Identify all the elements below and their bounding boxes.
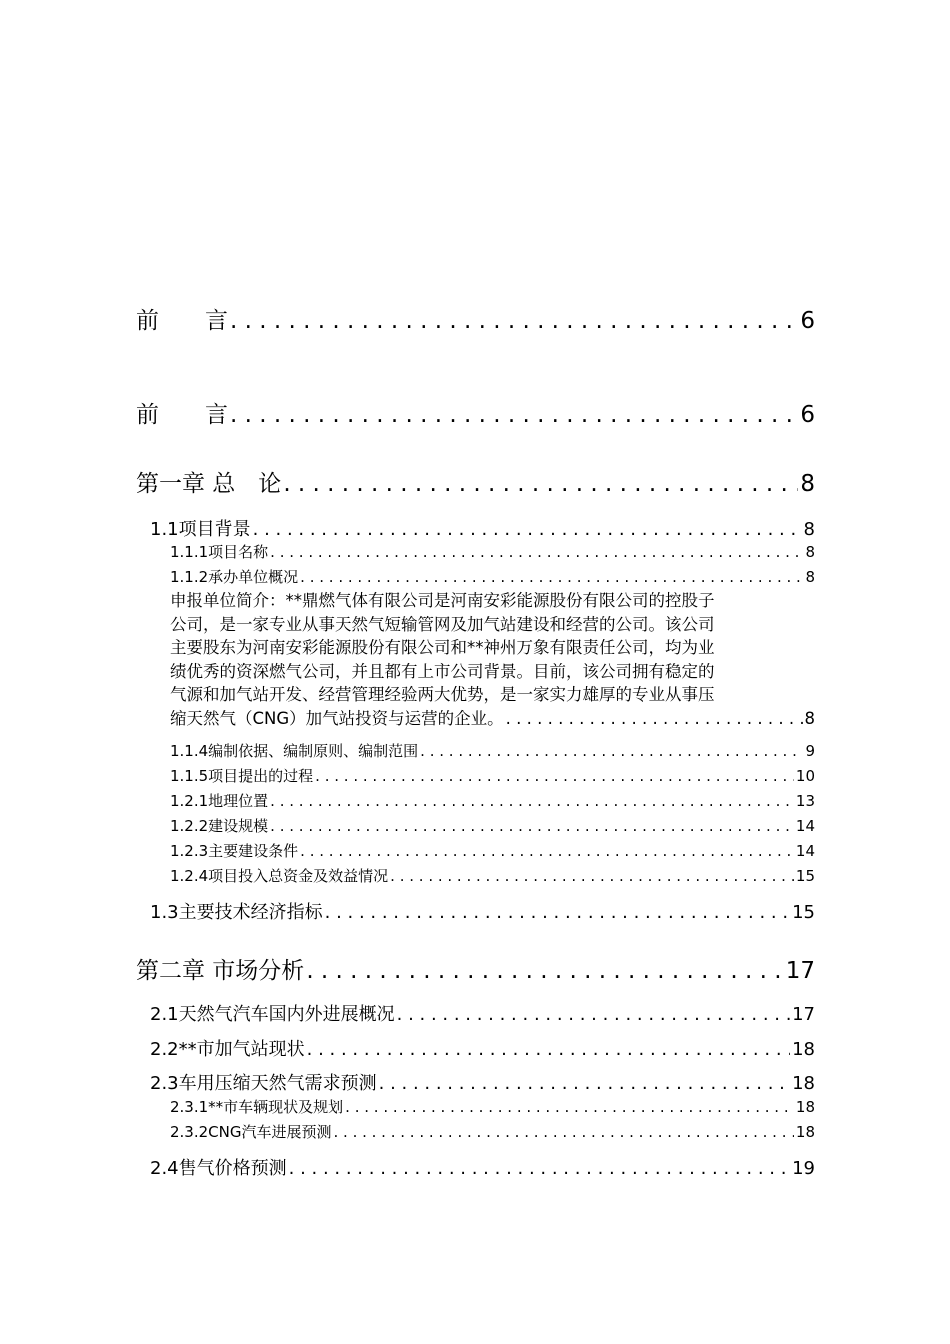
toc-entry-label: 第一章 总 论 bbox=[136, 471, 282, 497]
toc-leader-dots bbox=[397, 1004, 790, 1025]
toc-leader-dots bbox=[506, 707, 803, 731]
toc-leader-dots bbox=[270, 792, 794, 810]
toc-entry-page: 8 bbox=[805, 568, 815, 586]
toc-leader-dots bbox=[315, 767, 794, 785]
toc-entry[interactable] bbox=[136, 396, 815, 429]
toc-entry[interactable] bbox=[170, 790, 815, 811]
toc-entry-label: 2.3.2CNG汽车进展预测 bbox=[170, 1123, 332, 1141]
toc-leader-dots bbox=[270, 817, 794, 835]
toc-paragraph-line: 主要股东为河南安彩能源股份有限公司和**神州万象有限责任公司，均为业 bbox=[170, 638, 715, 657]
toc-entry[interactable] bbox=[150, 898, 815, 924]
toc-entry-label: 1.2.4项目投入总资金及效益情况 bbox=[170, 867, 389, 885]
toc-entry-page: 8 bbox=[804, 708, 815, 728]
toc-entry-label: 1.1.1项目名称 bbox=[170, 543, 269, 561]
toc-entry-page: 19 bbox=[792, 1158, 815, 1179]
toc-entry-label: 1.3主要技术经济指标 bbox=[150, 902, 323, 923]
toc-entry-page: 14 bbox=[795, 842, 815, 860]
toc-entry-label: 1.2.2建设规模 bbox=[170, 817, 269, 835]
toc-entry[interactable] bbox=[136, 302, 815, 335]
toc-entry[interactable] bbox=[170, 1096, 815, 1117]
toc-entry-page: 8 bbox=[803, 519, 815, 540]
toc-entry-page: 18 bbox=[795, 1123, 815, 1141]
toc-entry-label: 1.1.5项目提出的过程 bbox=[170, 767, 314, 785]
toc-entry-page: 13 bbox=[795, 792, 815, 810]
toc-leader-dots bbox=[289, 1158, 790, 1179]
toc-entry-label: 1.1.2承办单位概况 bbox=[170, 568, 299, 586]
toc-leader-dots bbox=[420, 742, 803, 760]
toc-entry[interactable] bbox=[150, 1154, 815, 1180]
toc-leader-dots bbox=[300, 568, 803, 586]
toc-leader-dots bbox=[230, 402, 798, 428]
toc-entry[interactable] bbox=[136, 952, 815, 985]
toc-entry-page: 6 bbox=[800, 402, 815, 428]
toc-entry-label: 2.4售气价格预测 bbox=[150, 1158, 287, 1179]
toc-entry-label: 1.1.4编制依据、编制原则、编制范围 bbox=[170, 742, 419, 760]
toc-entry-label: 1.1项目背景 bbox=[150, 519, 251, 540]
toc-entry-label: 缩天然气（CNG）加气站投资与运营的企业。 bbox=[170, 708, 504, 728]
toc-entry-label: 1.2.1地理位置 bbox=[170, 792, 269, 810]
toc-leader-dots bbox=[306, 958, 783, 984]
toc-entry[interactable] bbox=[170, 815, 815, 836]
toc-entry-page: 15 bbox=[795, 867, 815, 885]
toc-entry-label: 2.3.1**市车辆现状及规划 bbox=[170, 1098, 344, 1116]
toc-entry-page: 9 bbox=[805, 742, 815, 760]
toc-leader-dots bbox=[379, 1073, 790, 1094]
toc-entry-page: 17 bbox=[785, 958, 815, 984]
toc-entry-page: 18 bbox=[795, 1098, 815, 1116]
toc-entry[interactable] bbox=[150, 515, 815, 541]
toc-entry-label: 2.3车用压缩天然气需求预测 bbox=[150, 1073, 377, 1094]
toc-entry-label: 2.2**市加气站现状 bbox=[150, 1039, 305, 1060]
toc-entry-page: 18 bbox=[792, 1073, 815, 1094]
toc-entry-label: 2.1天然气汽车国内外进展概况 bbox=[150, 1004, 395, 1025]
toc-entry-page: 15 bbox=[792, 902, 815, 923]
toc-leader-dots bbox=[334, 1123, 794, 1141]
toc-leader-dots bbox=[307, 1039, 790, 1060]
toc-entry-page: 8 bbox=[805, 543, 815, 561]
toc-entry-page: 6 bbox=[800, 308, 815, 334]
toc-entry-page: 14 bbox=[795, 817, 815, 835]
toc-paragraph-line: 申报单位简介：**鼎燃气体有限公司是河南安彩能源股份有限公司的控股子 bbox=[170, 591, 715, 610]
toc-entry[interactable] bbox=[150, 1069, 815, 1095]
toc-entry[interactable] bbox=[150, 1000, 815, 1026]
toc-entry-page: 17 bbox=[792, 1004, 815, 1025]
toc-entry[interactable] bbox=[170, 1121, 815, 1142]
toc-leader-dots bbox=[300, 842, 794, 860]
toc-entry[interactable] bbox=[170, 566, 815, 587]
toc-entry-label: 1.2.3主要建设条件 bbox=[170, 842, 299, 860]
toc-paragraph-entry[interactable] bbox=[170, 589, 815, 730]
toc-entry-page: 8 bbox=[800, 471, 815, 497]
toc-entry-label: 前 言 bbox=[136, 402, 228, 428]
toc-entry-label: 前 言 bbox=[136, 308, 228, 334]
toc-entry[interactable] bbox=[170, 740, 815, 761]
toc-entry-label: 第二章 市场分析 bbox=[136, 958, 305, 984]
toc-paragraph-line: 公司，是一家专业从事天然气短输管网及加气站建设和经营的公司。该公司 bbox=[170, 614, 715, 634]
toc-leader-dots bbox=[345, 1098, 794, 1116]
toc-paragraph-line: 气源和加气站开发、经营管理经验两大优势，是一家实力雄厚的专业从事压 bbox=[170, 685, 715, 704]
toc-entry[interactable] bbox=[136, 465, 815, 498]
toc-entry[interactable] bbox=[170, 840, 815, 861]
toc-leader-dots bbox=[230, 308, 798, 334]
toc-entry-page: 18 bbox=[792, 1039, 815, 1060]
toc-leader-dots bbox=[390, 867, 794, 885]
toc-leader-dots bbox=[283, 471, 798, 497]
toc-entry[interactable] bbox=[150, 1035, 815, 1061]
toc-leader-dots bbox=[325, 902, 790, 923]
toc-entry-page: 10 bbox=[795, 767, 815, 785]
toc-entry[interactable] bbox=[170, 765, 815, 786]
toc-paragraph-line: 绩优秀的资深燃气公司，并且都有上市公司背景。目前，该公司拥有稳定的 bbox=[170, 661, 715, 681]
toc-entry[interactable] bbox=[170, 541, 815, 562]
toc-paragraph-last-line bbox=[170, 707, 815, 731]
toc-leader-dots bbox=[270, 543, 803, 561]
toc-leader-dots bbox=[253, 519, 802, 540]
toc-entry[interactable] bbox=[170, 865, 815, 886]
